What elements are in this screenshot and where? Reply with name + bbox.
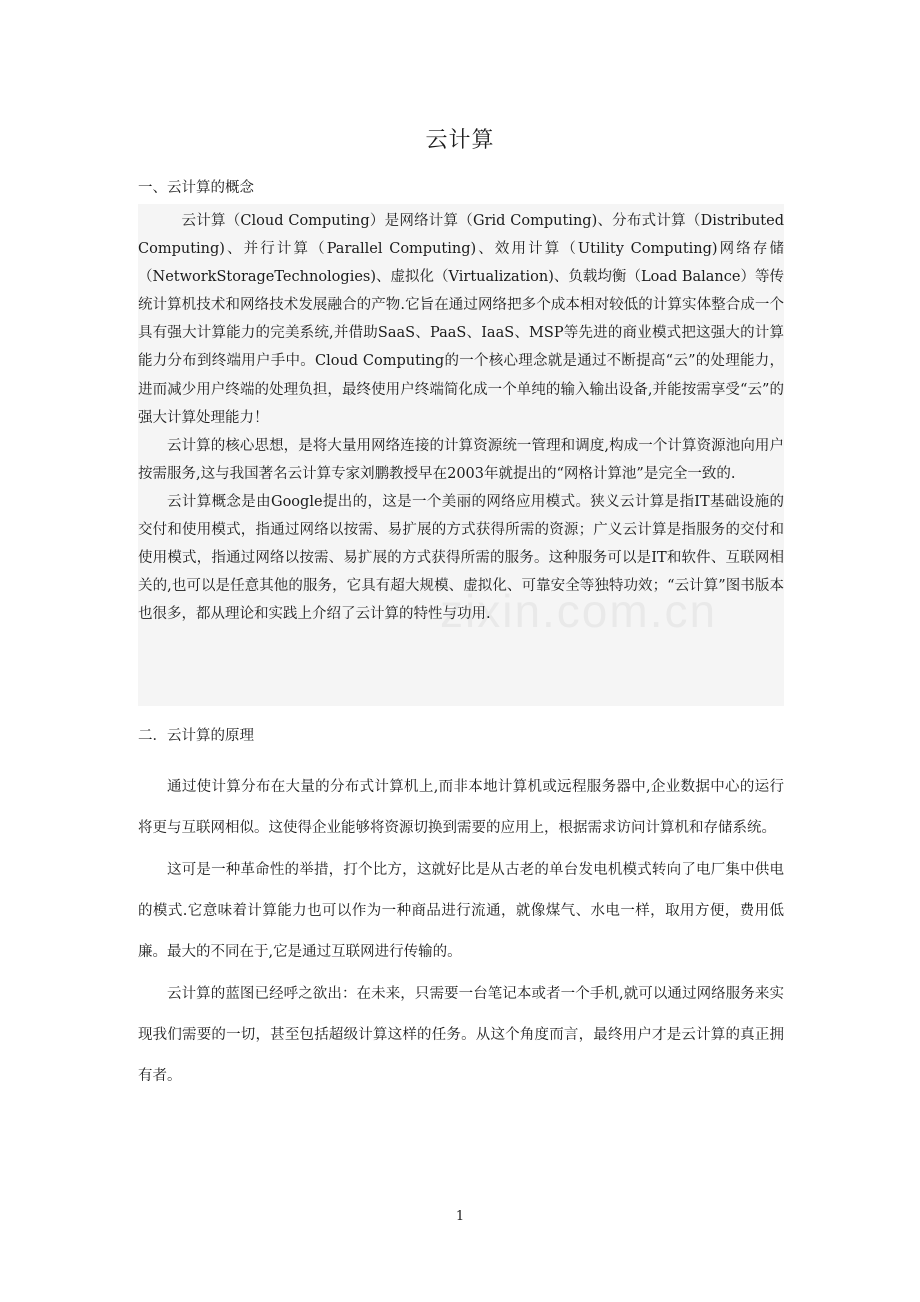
document-title: 云计算 (425, 128, 495, 153)
section-2-paragraph-1: 通过使计算分布在大量的分布式计算机上,而非本地计算机或远程服务器中,企业数据中心的运行将更与互联网相似。这使得企业能够将资源切换到需要的应用上，根据需求访问计算机和存储系统。 (138, 779, 784, 836)
section-1-paragraph-1: 云计算（Cloud Computing）是网络计算（Grid Computing)、分布式计算（Distributed Computing)、并行计算（Parallel Computing)、效用计算（Utility Computing)网络存储（NetworkStorageTechnologies)、虚拟化（Virtualization)、负载均衡（Load Balance）等传统计算机技术和网络技术发展融合的产物.它旨在通过网络把多个成本相对较低的计算实体整合成一个具有强大计算能力的完美系统,并借助SaaS、PaaS、IaaS、MSP等先进的商业模式把这强大的计算能力分布到终端用户手中。Cloud Computing的一个核心理念就是通过不断提高“云”的处理能力，进而减少用户终端的处理负担，最终使用户终端简化成一个单纯的输入输出设备,并能按需享受“云”的强大计算处理能力！ (138, 213, 784, 426)
section-1-body (138, 207, 784, 628)
section-2-heading: 二．云计算的原理 (138, 728, 254, 744)
section-1-heading: 一、云计算的概念 (138, 180, 254, 196)
section-2-paragraph-2: 这可是一种革命性的举措，打个比方，这就好比是从古老的单台发电机模式转向了电厂集中供电的模式.它意味着计算能力也可以作为一种商品进行流通，就像煤气、水电一样，取用方便，费用低廉。最大的不同在于,它是通过互联网进行传输的。 (138, 862, 784, 960)
section-1-paragraph-3: 云计算概念是由Google提出的，这是一个美丽的网络应用模式。狭义云计算是指IT基础设施的交付和使用模式，指通过网络以按需、易扩展的方式获得所需的资源；广义云计算是指服务的交付和使用模式，指通过网络以按需、易扩展的方式获得所需的服务。这种服务可以是IT和软件、互联网相关的,也可以是任意其他的服务，它具有超大规模、虚拟化、可靠安全等独特功效；“云计算”图书版本也很多，都从理论和实践上介绍了云计算的特性与功用. (138, 493, 784, 623)
section-2-paragraph-3: 云计算的蓝图已经呼之欲出：在未来，只需要一台笔记本或者一个手机,就可以通过网络服务来实现我们需要的一切，甚至包括超级计算这样的任务。从这个角度而言，最终用户才是云计算的真正拥有者。 (138, 986, 784, 1084)
page-number: 1 (455, 1209, 465, 1224)
section-2-body (138, 767, 784, 1097)
section-1-paragraph-2: 云计算的核心思想，是将大量用网络连接的计算资源统一管理和调度,构成一个计算资源池向用户按需服务,这与我国著名云计算专家刘鹏教授早在2003年就提出的“网格计算池”是完全一致的. (138, 437, 784, 482)
